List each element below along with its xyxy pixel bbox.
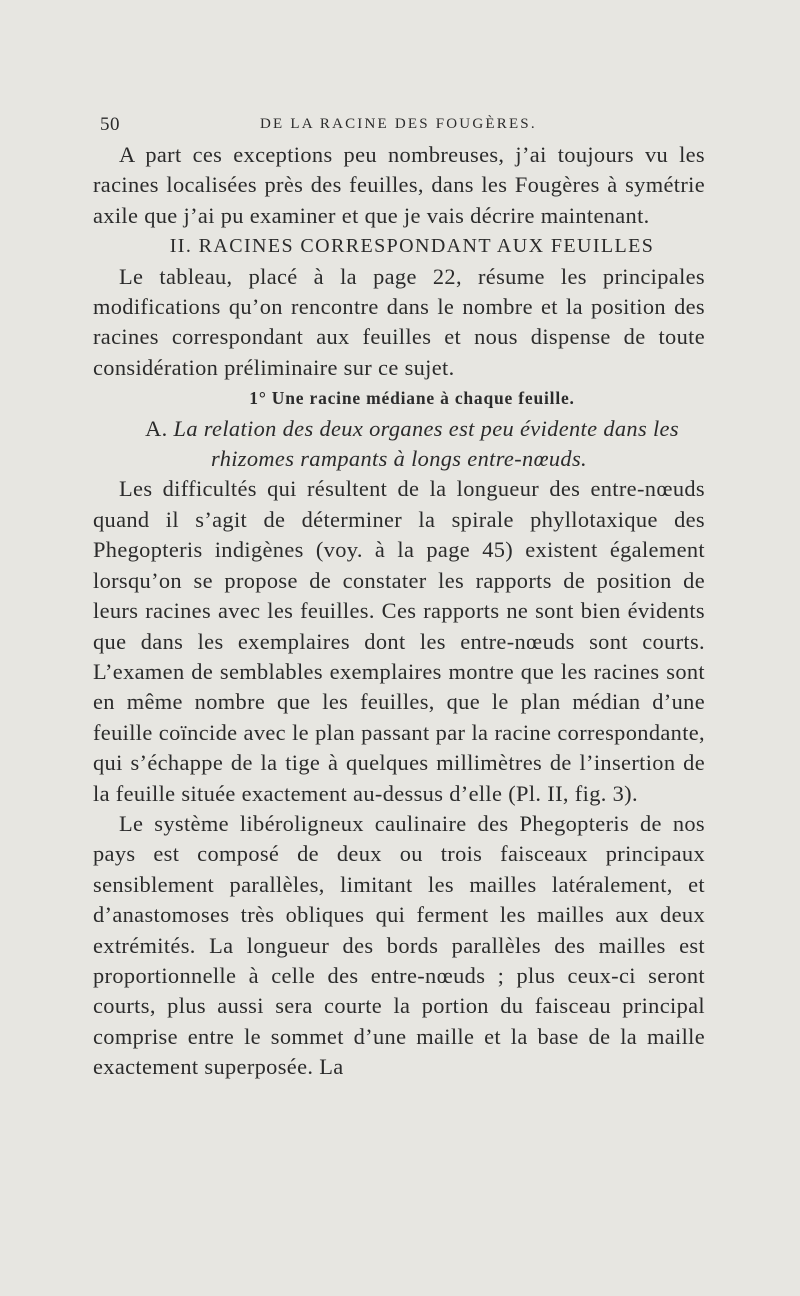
- body-text: [93, 140, 705, 1083]
- subheading-letter: A.: [145, 415, 168, 441]
- section-heading: II. RACINES CORRESPONDANT AUX FEUILLES: [169, 235, 655, 258]
- running-title: DE LA RACINE DES FOUGÈRES.: [260, 116, 537, 132]
- paragraph: A part ces exceptions peu nombreuses, j’ai toujours vu les racines localisées près des feuilles, dans les Fougères à symétrie axile que j’ai pu examiner et que je vais décrire maintenant.: [93, 142, 705, 228]
- subheading: [93, 414, 705, 475]
- running-head: [100, 114, 700, 138]
- page-number: 50: [100, 114, 120, 135]
- paragraph: Le tableau, placé à la page 22, résume les principales modifications qu’on rencontre dans le nombre et la position des racines correspondant aux feuilles et nous dispense de toute considération préliminaire sur ce sujet.: [93, 263, 705, 380]
- subheading-text: La relation des deux organes est peu évidente dans les rhizomes rampants à longs entre-nœuds.: [173, 415, 679, 472]
- subsection-heading: 1° Une racine médiane à chaque feuille.: [249, 388, 575, 409]
- paragraph: Le système libéroligneux caulinaire des Phegopteris de nos pays est composé de deux ou trois faisceaux principaux sensiblement parallèles, limitant les mailles latéralement, et d’anastomoses très obliques qui ferment les mailles aux deux extrémités. La longueur des bords parallèles des mailles est proportionnelle à celle des entre-nœuds ; plus ceux-ci seront courts, plus aussi sera courte la portion du faisceau principal comprise entre le sommet d’une maille et la base de la maille exactement superposée. La: [93, 810, 705, 1080]
- paragraph: Les difficultés qui résultent de la longueur des entre-nœuds quand il s’agit de déterminer la spirale phyllotaxique des Phegopteris indigènes (voy. à la page 45) existent également lorsqu’on se propose de constater les rapports de position de leurs racines avec les feuilles. Ces rapports ne sont bien évidents que dans les exemplaires dont les entre-nœuds sont courts. L’examen de semblables exemplaires montre que les racines sont en même nombre que les feuilles, que le plan médian d’une feuille coïncide avec le plan passant par la racine correspondante, qui s’échappe de la tige à quelques millimètres de l’insertion de la feuille située exactement au-dessus d’elle (Pl. II, fig. 3).: [93, 476, 705, 806]
